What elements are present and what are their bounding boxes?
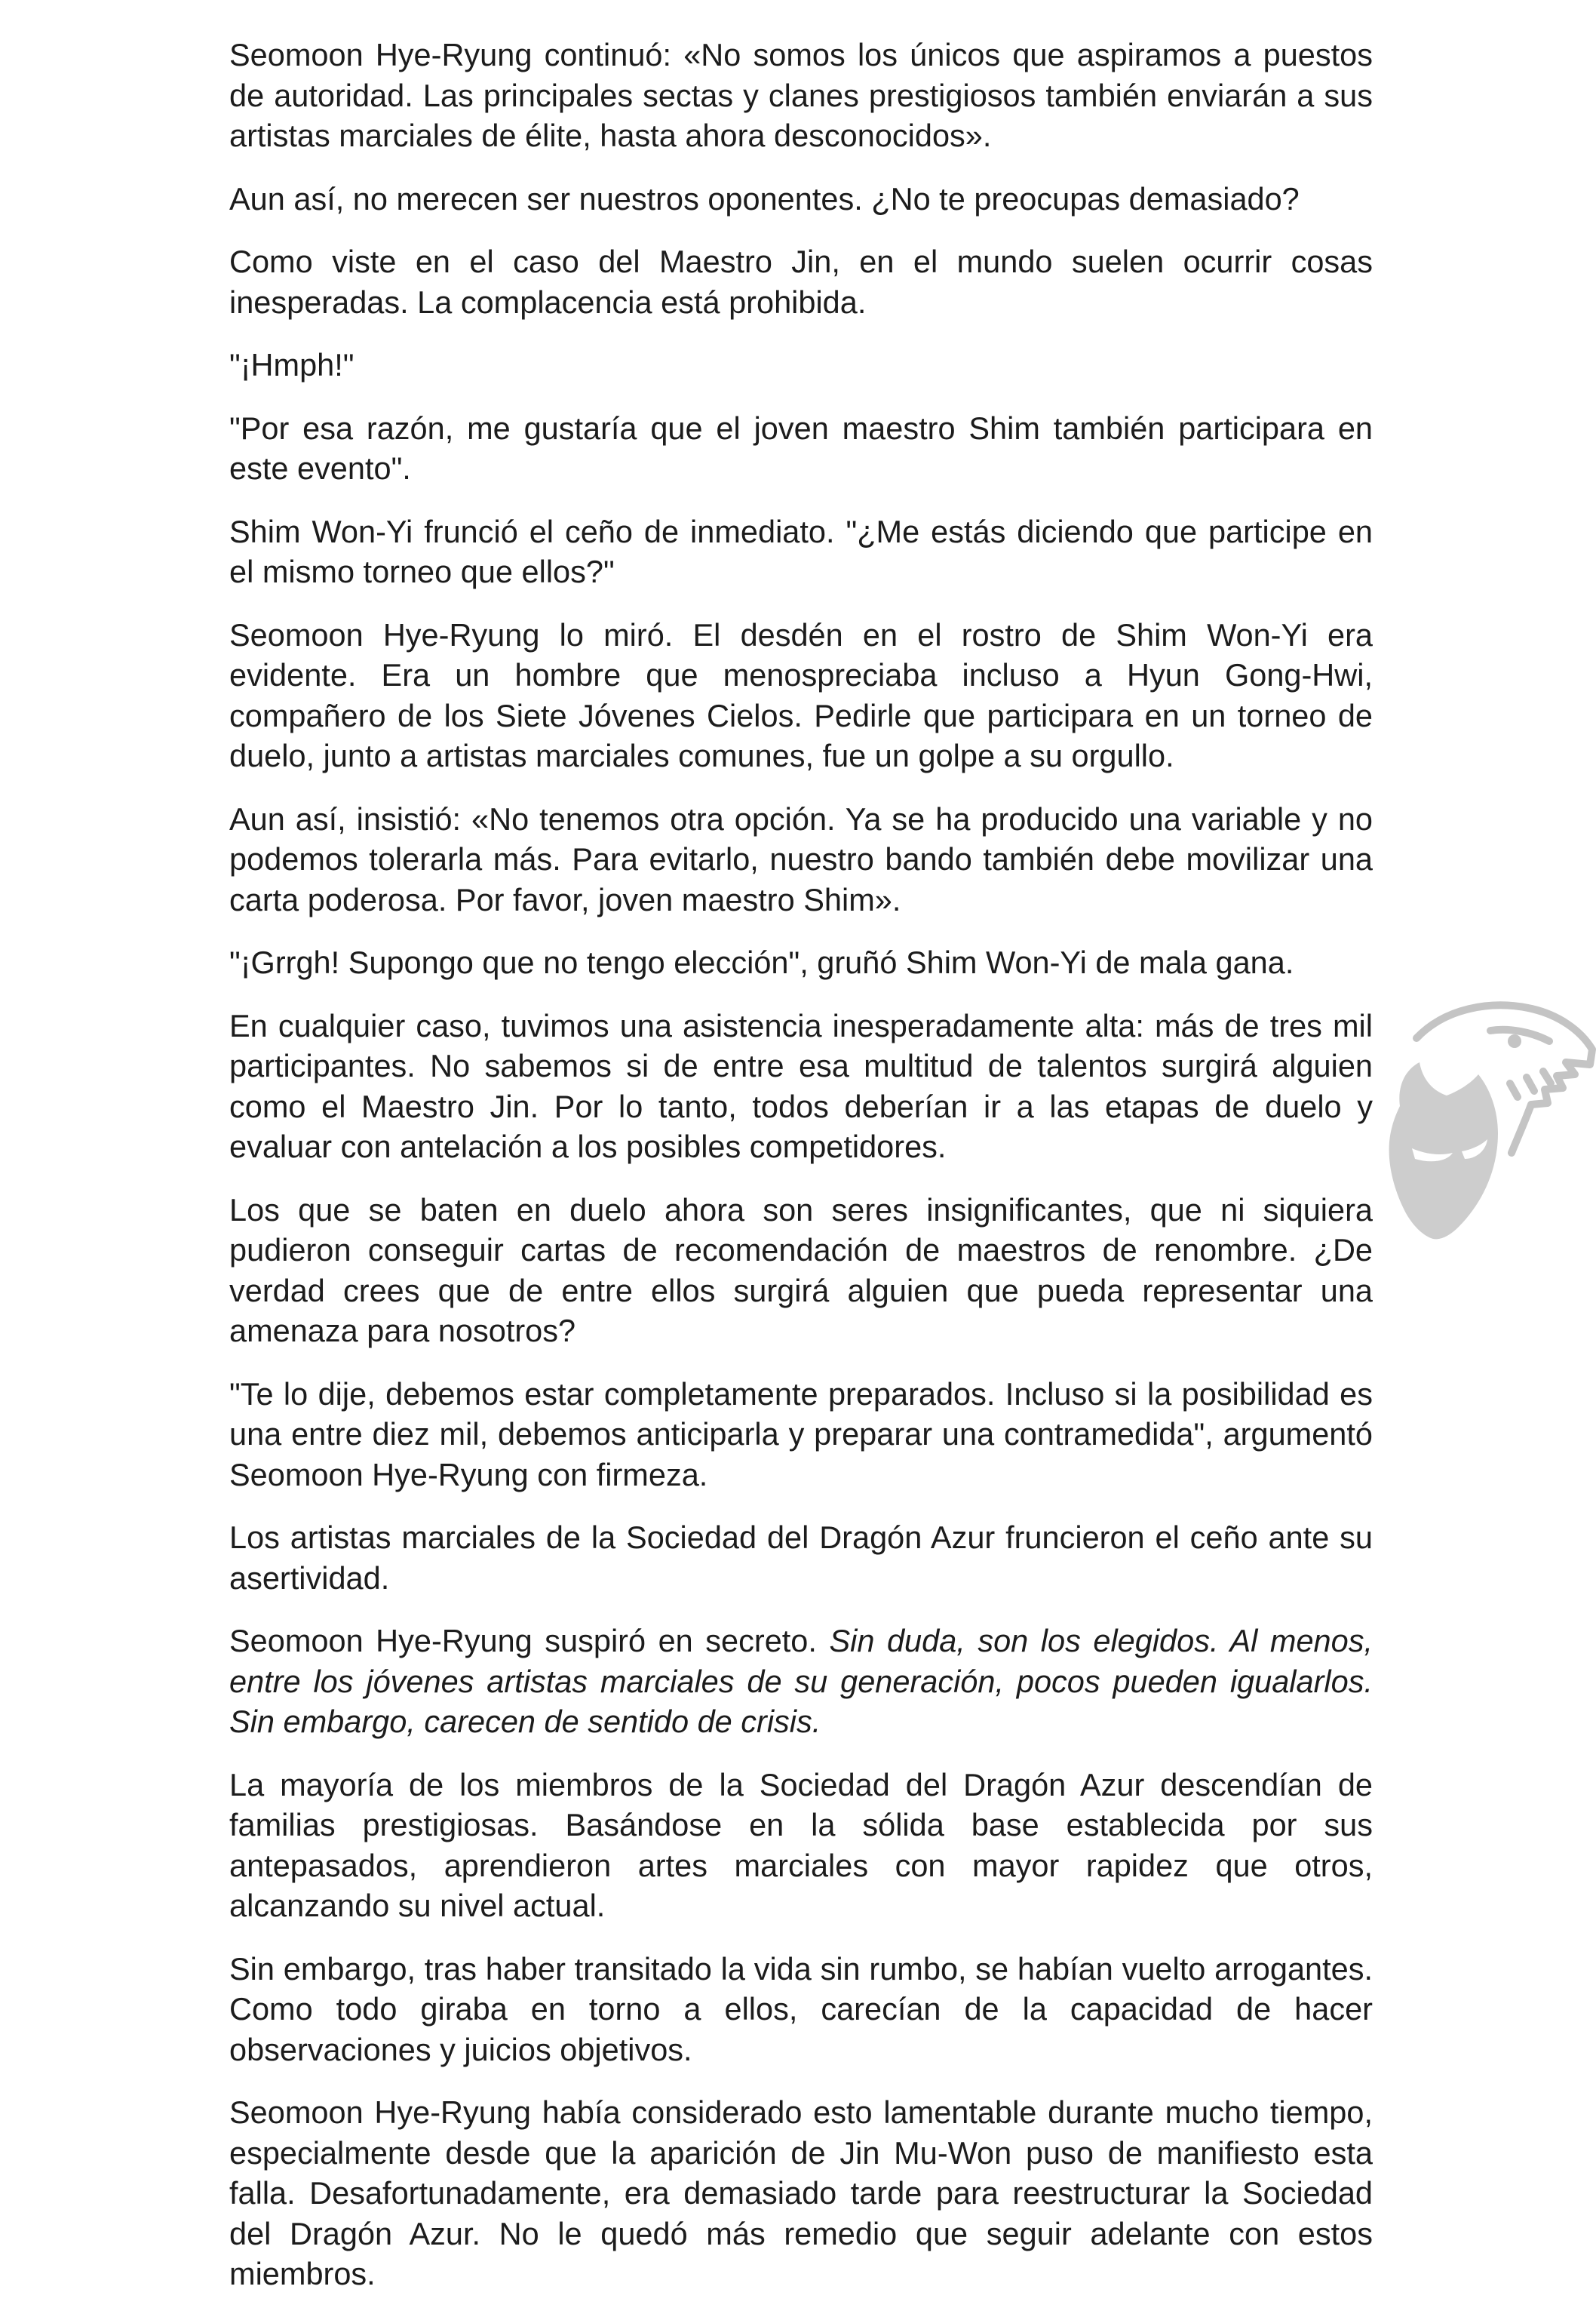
paragraph-14-narration: Seomoon Hye-Ryung suspiró en secreto.: [229, 1623, 830, 1658]
text-body: [229, 35, 1373, 2317]
paragraph-10: En cualquier caso, tuvimos una asistencia inesperadamente alta: más de tres mil participantes. No sabemos si de entre esa multitud de talentos surgirá alguien como el Maestro Jin. Por lo tanto, todos deberían ir a las etapas de duelo y evaluar con antelación a los posibles competidores.: [229, 1007, 1373, 1164]
paragraph-5: "Por esa razón, me gustaría que el joven maestro Shim también participara en este evento".: [229, 410, 1373, 486]
paragraph-12: "Te lo dije, debemos estar completamente preparados. Incluso si la posibilidad es una entre diez mil, debemos anticiparla y preparar una contramedida", argumentó Seomoon Hye-Ryung con firmeza.: [229, 1375, 1373, 1492]
dinosaur-eye-shape: [1508, 1034, 1521, 1048]
paragraph-1: Seomoon Hye-Ryung continuó: «No somos los únicos que aspiramos a puestos de autoridad. Las principales sectas y clanes prestigiosos también enviarán a sus artistas marciales de élite, hasta ahora desconocidos».: [229, 37, 1373, 153]
paragraph-3: Como viste en el caso del Maestro Jin, en el mundo suelen ocurrir cosas inesperadas. La complacencia está prohibida.: [229, 244, 1373, 320]
paragraph-11: Los que se baten en duelo ahora son seres insignificantes, que ni siquiera pudieron conseguir cartas de recomendación de maestros de renombre. ¿De verdad crees que de entre ellos surgirá alguien que pueda representar una amenaza para nosotros?: [229, 1191, 1373, 1348]
paragraph-13: Los artistas marciales de la Sociedad del Dragón Azur fruncieron el ceño ante su asertividad.: [229, 1520, 1373, 1596]
paragraph-6: Shim Won-Yi frunció el ceño de inmediato. "¿Me estás diciendo que participe en el mismo torneo que ellos?": [229, 513, 1373, 589]
paragraph-16: Sin embargo, tras haber transitado la vida sin rumbo, se habían vuelto arrogantes. Como todo giraba en torno a ellos, carecían de la capacidad de hacer observaciones y juicios objetivos.: [229, 1950, 1373, 2067]
paragraph-7: Seomoon Hye-Ryung lo miró. El desdén en el rostro de Shim Won-Yi era evidente. Era un hombre que menospreciaba incluso a Hyun Gong-Hwi, compañero de los Siete Jóvenes Cielos. Pedirle que participara en un torneo de duelo, junto a artistas marciales comunes, fue un golpe a su orgullo.: [229, 616, 1373, 773]
paragraph-8: Aun así, insistió: «No tenemos otra opción. Ya se ha producido una variable y no podemos tolerarla más. Para evitarlo, nuestro bando también debe movilizar una carta poderosa. Por favor, joven maestro Shim».: [229, 801, 1373, 917]
paragraph-2: Aun así, no merecen ser nuestros oponentes. ¿No te preocupas demasiado?: [229, 180, 1300, 217]
dinosaur-watermark-icon: [1377, 978, 1596, 1280]
paragraph-14-inner-thought: Sin duda, son los elegidos. Al menos, entre los jóvenes artistas marciales de su generación, pocos pueden igualarlos. Sin embargo, carecen de sentido de crisis.: [229, 1623, 1373, 1739]
paragraph-9: "¡Grrgh! Supongo que no tengo elección", gruñó Shim Won-Yi de mala gana.: [229, 945, 1294, 980]
paragraph-15: La mayoría de los miembros de la Sociedad del Dragón Azur descendían de familias prestigiosas. Basándose en la sólida base establecida por sus antepasados, aprendieron artes marciales con mayor rapidez que otros, alcanzando su nivel actual.: [229, 1766, 1373, 1923]
paragraph-17: Seomoon Hye-Ryung había considerado esto lamentable durante mucho tiempo, especialmente desde que la aparición de Jin Mu-Won puso de manifiesto esta falla. Desafortunadamente, era demasiado tarde para reestructurar la Sociedad del Dragón Azur. No le quedó más remedio que seguir adelante con estos miembros.: [229, 2094, 1373, 2291]
paragraph-4: "¡Hmph!": [229, 347, 354, 383]
paragraph-14: [229, 1621, 1373, 1742]
